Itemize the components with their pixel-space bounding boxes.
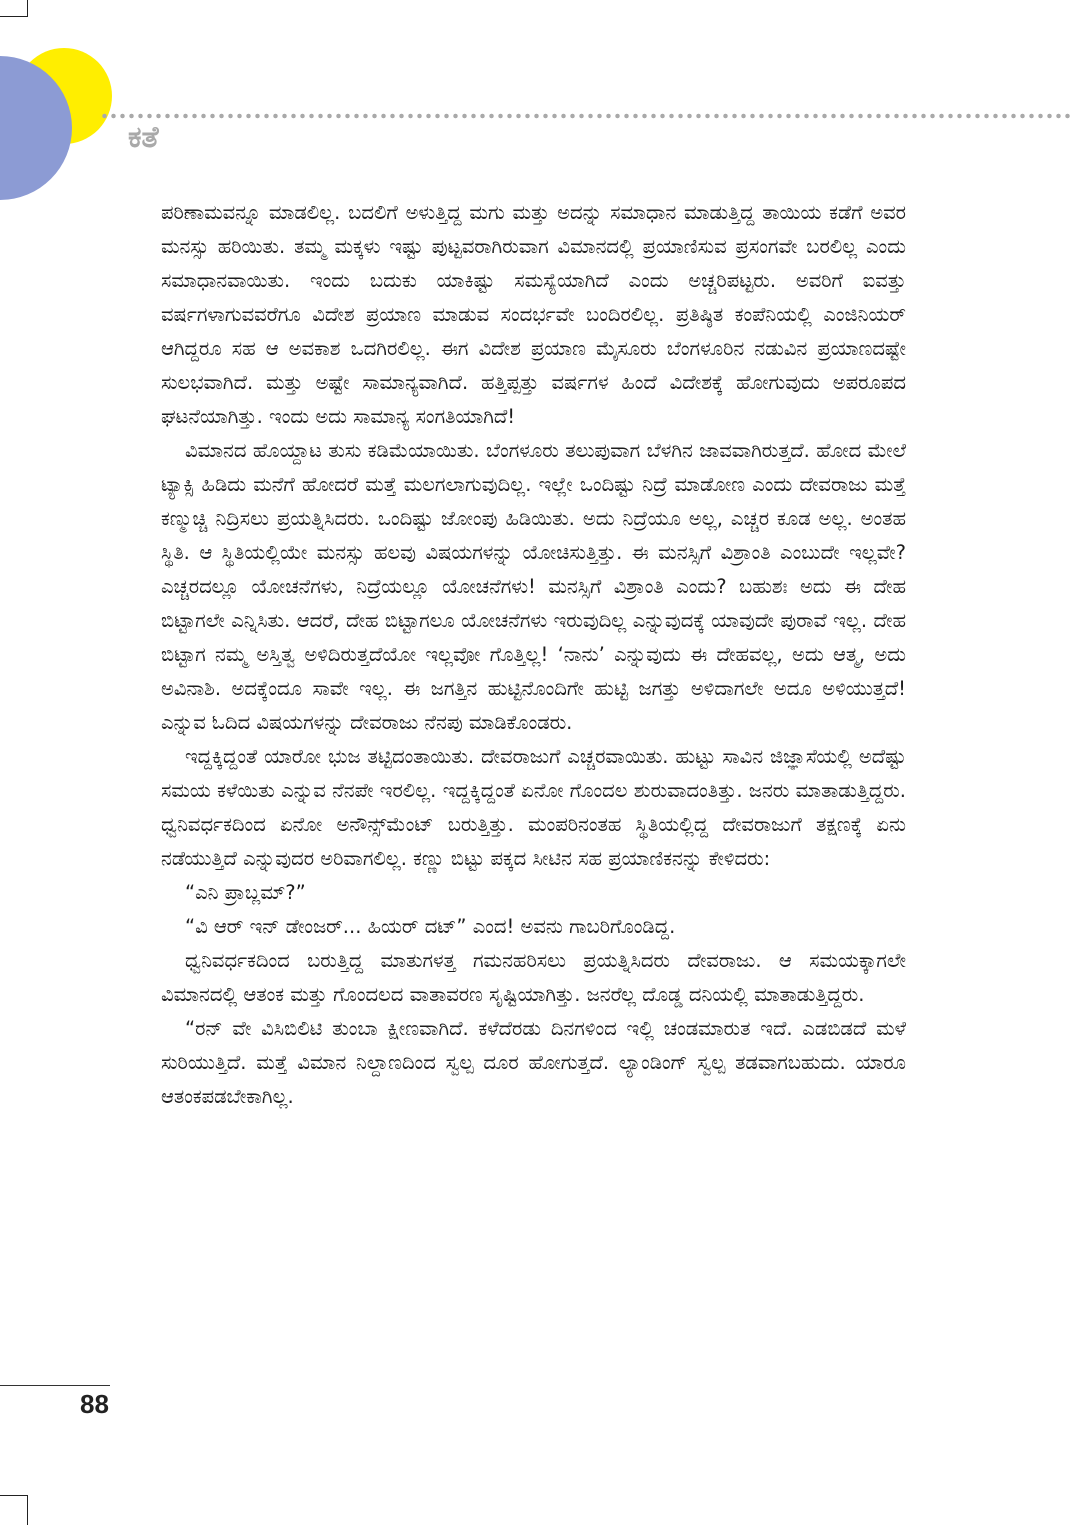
crop-mark-bottom-vertical [27,1495,28,1525]
paragraph-1: ಪರಿಣಾಮವನ್ನೂ ಮಾಡಲಿಲ್ಲ. ಬದಲಿಗೆ ಅಳುತ್ತಿದ್ದ ಮಗು ಮತ್ತು ಅದನ್ನು ಸಮಾಧಾನ ಮಾಡುತ್ತಿದ್ದ ತಾಯಿಯ ಕಡೆಗೆ ಅವರ ಮನಸ್ಸು ಹರಿಯಿತು. ತಮ್ಮ ಮಕ್ಕಳು ಇಷ್ಟು ಪುಟ್ಟವರಾಗಿರುವಾಗ ವಿಮಾನದಲ್ಲಿ ಪ್ರಯಾಣಿಸುವ ಪ್ರಸಂಗವೇ ಬರಲಿಲ್ಲ ಎಂದು ಸಮಾಧಾನವಾಯಿತು. ಇಂದು ಬದುಕು ಯಾಕಿಷ್ಟು ಸಮಸ್ಯೆಯಾಗಿದೆ ಎಂದು ಅಚ್ಚರಿಪಟ್ಟರು. ಅವರಿಗೆ ಐವತ್ತು ವರ್ಷಗಳಾಗುವವರೆಗೂ ವಿದೇಶ ಪ್ರಯಾಣ ಮಾಡುವ ಸಂದರ್ಭವೇ ಬಂದಿರಲಿಲ್ಲ. ಪ್ರತಿಷ್ಠಿತ ಕಂಪೆನಿಯಲ್ಲಿ ಎಂಜಿನಿಯರ್ ಆಗಿದ್ದರೂ ಸಹ ಆ ಅವಕಾಶ ಒದಗಿರಲಿಲ್ಲ. ಈಗ ವಿದೇಶ ಪ್ರಯಾಣ ಮೈಸೂರು ಬೆಂಗಳೂರಿನ ನಡುವಿನ ಪ್ರಯಾಣದಷ್ಟೇ ಸುಲಭವಾಗಿದೆ. ಮತ್ತು ಅಷ್ಟೇ ಸಾಮಾನ್ಯವಾಗಿದೆ. ಹತ್ತಿಪ್ಪತ್ತು ವರ್ಷಗಳ ಹಿಂದೆ ವಿದೇಶಕ್ಕೆ ಹೋಗುವುದು ಅಪರೂಪದ ಘಟನೆಯಾಗಿತ್ತು. ಇಂದು ಅದು ಸಾಮಾನ್ಯ ಸಂಗತಿಯಾಗಿದೆ! [161,201,906,428]
page-number: 88 [80,1389,109,1419]
story-body [161,196,906,1114]
dotted-rule [100,112,1072,120]
decorative-circles [0,0,200,220]
footer-rule [0,1385,110,1386]
crop-mark-bottom-horizontal [0,1495,28,1496]
paragraph-2: ವಿಮಾನದ ಹೊಯ್ದಾಟ ತುಸು ಕಡಿಮೆಯಾಯಿತು. ಬೆಂಗಳೂರು ತಲುಪುವಾಗ ಬೆಳಗಿನ ಜಾವವಾಗಿರುತ್ತದೆ. ಹೋದ ಮೇಲೆ ಟ್ಯಾಕ್ಸಿ ಹಿಡಿದು ಮನೆಗೆ ಹೋದರೆ ಮತ್ತೆ ಮಲಗಲಾಗುವುದಿಲ್ಲ. ಇಲ್ಲೇ ಒಂದಿಷ್ಟು ನಿದ್ರೆ ಮಾಡೋಣ ಎಂದು ದೇವರಾಜು ಮತ್ತೆ ಕಣ್ಮುಚ್ಚಿ ನಿದ್ರಿಸಲು ಪ್ರಯತ್ನಿಸಿದರು. ಒಂದಿಷ್ಟು ಜೋಂಪು ಹಿಡಿಯಿತು. ಅದು ನಿದ್ರೆಯೂ ಅಲ್ಲ, ಎಚ್ಚರ ಕೂಡ ಅಲ್ಲ. ಅಂತಹ ಸ್ಥಿತಿ. ಆ ಸ್ಥಿತಿಯಲ್ಲಿಯೇ ಮನಸ್ಸು ಹಲವು ವಿಷಯಗಳನ್ನು ಯೋಚಿಸುತ್ತಿತ್ತು. ಈ ಮನಸ್ಸಿಗೆ ವಿಶ್ರಾಂತಿ ಎಂಬುದೇ ಇಲ್ಲವೇ? ಎಚ್ಚರದಲ್ಲೂ ಯೋಚನೆಗಳು, ನಿದ್ರೆಯಲ್ಲೂ ಯೋಚನೆಗಳು! ಮನಸ್ಸಿಗೆ ವಿಶ್ರಾಂತಿ ಎಂದು? ಬಹುಶಃ ಅದು ಈ ದೇಹ ಬಿಟ್ಟಾಗಲೇ ಎನ್ನಿಸಿತು. ಆದರೆ, ದೇಹ ಬಿಟ್ಟಾಗಲೂ ಯೋಚನೆಗಳು ಇರುವುದಿಲ್ಲ ಎನ್ನುವುದಕ್ಕೆ ಯಾವುದೇ ಪುರಾವೆ ಇಲ್ಲ. ದೇಹ ಬಿಟ್ಟಾಗ ನಮ್ಮ ಅಸ್ತಿತ್ವ ಅಳಿದಿರುತ್ತದೆಯೋ ಇಲ್ಲವೋ ಗೊತ್ತಿಲ್ಲ! ‘ನಾನು’ ಎನ್ನುವುದು ಈ ದೇಹವಲ್ಲ, ಅದು ಆತ್ಮ, ಅದು ಅವಿನಾಶಿ. ಅದಕ್ಕೆಂದೂ ಸಾವೇ ಇಲ್ಲ. ಈ ಜಗತ್ತಿನ ಹುಟ್ಟಿನೊಂದಿಗೇ ಹುಟ್ಟಿ ಜಗತ್ತು ಅಳಿದಾಗಲೇ ಅದೂ ಅಳಿಯುತ್ತದೆ! ಎನ್ನುವ ಓದಿದ ವಿಷಯಗಳನ್ನು ದೇವರಾಜು ನೆನಪು ಮಾಡಿಕೊಂಡರು. [161,439,906,734]
section-label: ಕತೆ [128,120,159,155]
dialogue-reply: “ವಿ ಆರ್ ಇನ್ ಡೇಂಜರ್... ಹಿಯರ್ ದಟ್” ಎಂದ! ಅವನು ಗಾಬರಿಗೊಂಡಿದ್ದ. [185,915,676,938]
paragraph-6: ಧ್ವನಿವರ್ಧಕದಿಂದ ಬರುತ್ತಿದ್ದ ಮಾತುಗಳತ್ತ ಗಮನಹರಿಸಲು ಪ್ರಯತ್ನಿಸಿದರು ದೇವರಾಜು. ಆ ಸಮಯಕ್ಕಾಗಲೇ ವಿಮಾನದಲ್ಲಿ ಆತಂಕ ಮತ್ತು ಗೊಂದಲದ ವಾತಾವರಣ ಸೃಷ್ಟಿಯಾಗಿತ್ತು. ಜನರೆಲ್ಲ ದೊಡ್ಡ ದನಿಯಲ್ಲಿ ಮಾತಾಡುತ್ತಿದ್ದರು. [161,949,906,1006]
announcement-quote: “ರನ್ ವೇ ವಿಸಿಬಿಲಿಟಿ ತುಂಬಾ ಕ್ಷೀಣವಾಗಿದೆ. ಕಳೆದೆರಡು ದಿನಗಳಿಂದ ಇಲ್ಲಿ ಚಂಡಮಾರುತ ಇದೆ. ಎಡಬಿಡದೆ ಮಳೆ ಸುರಿಯುತ್ತಿದೆ. ಮತ್ತೆ ವಿಮಾನ ನಿಲ್ದಾಣದಿಂದ ಸ್ವಲ್ಪ ದೂರ ಹೋಗುತ್ತದೆ. ಲ್ಯಾಂಡಿಂಗ್ ಸ್ವಲ್ಪ ತಡವಾಗಬಹುದು. ಯಾರೂ ಆತಂಕಪಡಬೇಕಾಗಿಲ್ಲ. [161,1017,906,1108]
dialogue-question: “ಎನಿ ಪ್ರಾಬ್ಲಮ್?” [185,881,306,904]
paragraph-3: ಇದ್ದಕ್ಕಿದ್ದಂತೆ ಯಾರೋ ಭುಜ ತಟ್ಟಿದಂತಾಯಿತು. ದೇವರಾಜುಗೆ ಎಚ್ಚರವಾಯಿತು. ಹುಟ್ಟು ಸಾವಿನ ಜಿಜ್ಞಾಸೆಯಲ್ಲಿ ಅದೆಷ್ಟು ಸಮಯ ಕಳೆಯಿತು ಎನ್ನುವ ನೆನಪೇ ಇರಲಿಲ್ಲ. ಇದ್ದಕ್ಕಿದ್ದಂತೆ ಏನೋ ಗೊಂದಲ ಶುರುವಾದಂತಿತ್ತು. ಜನರು ಮಾತಾಡುತ್ತಿದ್ದರು. ಧ್ವನಿವರ್ಧಕದಿಂದ ಏನೋ ಅನೌನ್ಸ್‌ಮೆಂಟ್ ಬರುತ್ತಿತ್ತು. ಮಂಪರಿನಂತಹ ಸ್ಥಿತಿಯಲ್ಲಿದ್ದ ದೇವರಾಜುಗೆ ತಕ್ಷಣಕ್ಕೆ ಏನು ನಡೆಯುತ್ತಿದೆ ಎನ್ನುವುದರ ಅರಿವಾಗಲಿಲ್ಲ. ಕಣ್ಣು ಬಿಟ್ಟು ಪಕ್ಕದ ಸೀಟಿನ ಸಹ ಪ್ರಯಾಣಿಕನನ್ನು ಕೇಳಿದರು: [161,745,906,870]
